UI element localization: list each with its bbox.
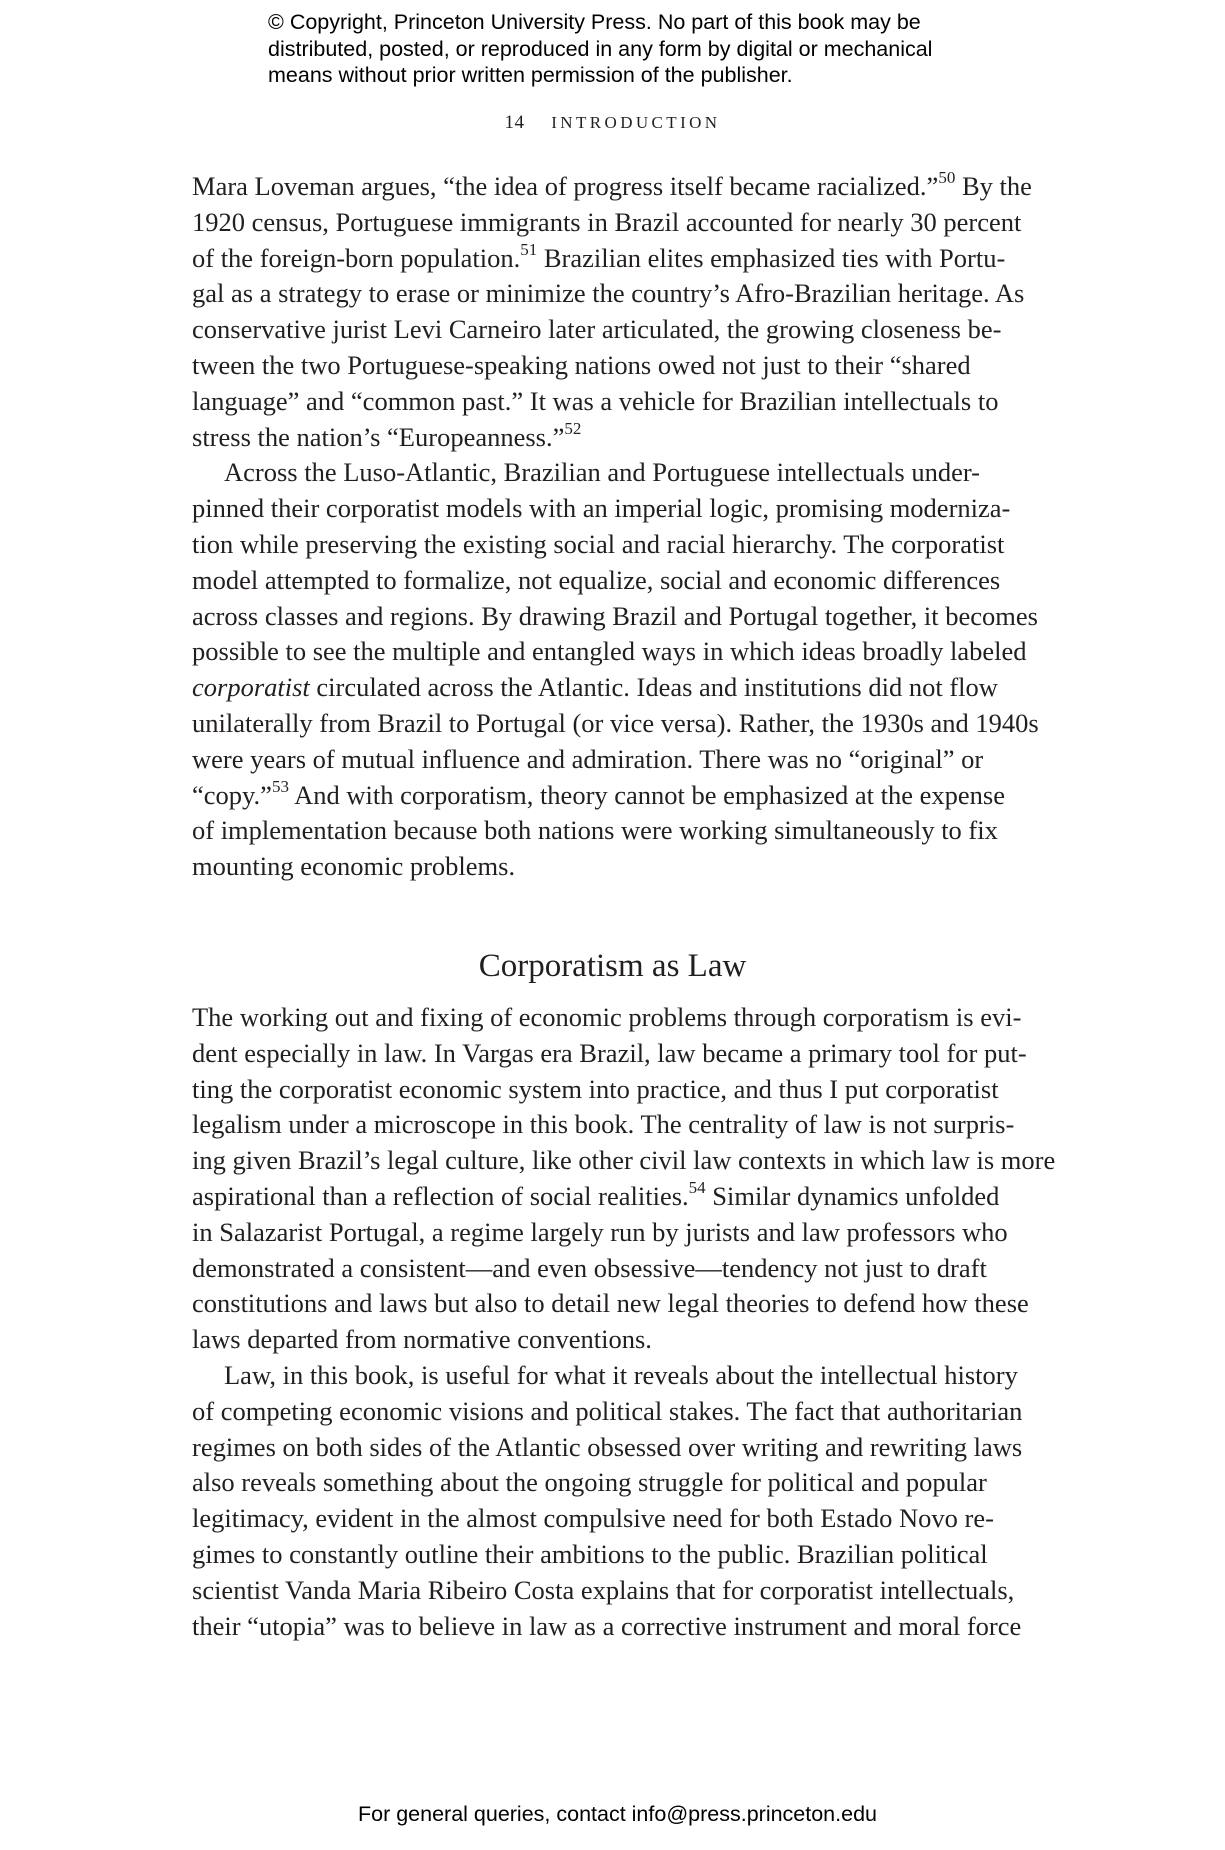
text-line xyxy=(192,706,1062,742)
line-text: possible to see the multiple and entangled ways in which ideas broadly labeled xyxy=(192,636,1027,667)
line-text: 1920 census, Portuguese immigrants in Brazil accounted for nearly 30 percent xyxy=(192,206,1022,237)
text-line xyxy=(192,1143,1062,1179)
text-line xyxy=(192,1286,1062,1322)
copyright-line: means without prior written permission of the publisher. xyxy=(268,63,793,87)
text-line xyxy=(192,813,1062,849)
running-head-section: INTRODUCTION xyxy=(551,113,721,132)
line-text: Similar dynamics unfolded xyxy=(705,1180,1000,1211)
text-line xyxy=(192,1430,1062,1466)
line-text: demonstrated a consistent—and even obsessive—tendency not just to draft xyxy=(192,1252,987,1283)
line-text: legalism under a microscope in this book. The centrality of law is not surpris- xyxy=(192,1109,1015,1140)
line-text: unilaterally from Brazil to Portugal (or vice versa). Rather, the 1930s and 1940s xyxy=(192,707,1039,738)
italic-term: corporatist xyxy=(192,672,310,703)
line-text: By the xyxy=(955,171,1032,201)
text-line xyxy=(192,599,1062,635)
copyright-notice xyxy=(268,9,988,89)
line-text: dent especially in law. In Vargas era Brazil, law became a primary tool for put- xyxy=(192,1037,1027,1068)
line-text: of competing economic visions and political stakes. The fact that authoritarian xyxy=(192,1395,1023,1426)
line-text: legitimacy, evident in the almost compulsive need for both Estado Novo re- xyxy=(192,1503,994,1534)
footnote-marker[interactable]: 52 xyxy=(564,418,582,438)
line-text: scientist Vanda Maria Ribeiro Costa explains that for corporatist intellectuals, xyxy=(192,1574,1015,1605)
line-text: Across the Luso-Atlantic, Brazilian and Portuguese intellectuals under- xyxy=(224,457,980,488)
text-line xyxy=(192,1036,1062,1072)
paragraph xyxy=(192,169,1062,455)
line-text: aspirational than a reflection of social realities. xyxy=(192,1180,689,1211)
line-text: laws departed from normative conventions. xyxy=(192,1324,652,1355)
line-text: circulated across the Atlantic. Ideas and institutions did not flow xyxy=(309,672,998,703)
text-line xyxy=(192,1465,1062,1501)
text-line xyxy=(192,312,1062,348)
text-line xyxy=(192,1215,1062,1251)
line-text: in Salazarist Portugal, a regime largely run by jurists and law professors who xyxy=(192,1216,1008,1247)
text-line xyxy=(192,455,1062,491)
line-text: model attempted to formalize, not equalize, social and economic differences xyxy=(192,564,1001,595)
line-text: pinned their corporatist models with an imperial logic, promising moderniza- xyxy=(192,493,1011,524)
footnote-marker[interactable]: 54 xyxy=(688,1178,706,1198)
footnote-marker[interactable]: 53 xyxy=(271,776,289,796)
text-line xyxy=(192,1609,1062,1645)
line-text: constitutions and laws but also to detail new legal theories to defend how these xyxy=(192,1288,1029,1319)
contact-footer: For general queries, contact info@press.princeton.edu xyxy=(357,1802,877,1826)
text-line xyxy=(192,1000,1062,1036)
line-text: tween the two Portuguese-speaking nations owed not just to their “shared xyxy=(192,349,971,380)
text-line xyxy=(192,348,1062,384)
page-number: 14 xyxy=(504,112,525,133)
line-text: The working out and fixing of economic problems through corporatism is evi- xyxy=(192,1002,1022,1032)
line-text: Mara Loveman argues, “the idea of progress itself became racialized.” xyxy=(192,171,939,201)
text-line xyxy=(192,527,1062,563)
body-text-bottom xyxy=(192,1000,1062,1644)
text-line xyxy=(192,563,1062,599)
text-line xyxy=(192,778,1062,814)
text-line xyxy=(192,670,1062,706)
line-text: regimes on both sides of the Atlantic obsessed over writing and rewriting laws xyxy=(192,1431,1023,1462)
line-text: across classes and regions. By drawing Brazil and Portugal together, it becomes xyxy=(192,600,1038,631)
line-text: gimes to constantly outline their ambitions to the public. Brazilian political xyxy=(192,1538,988,1569)
line-text: language” and “common past.” It was a vehicle for Brazilian intellectuals to xyxy=(192,385,999,416)
text-line xyxy=(192,634,1062,670)
body-text-top xyxy=(192,169,1062,885)
line-text: of implementation because both nations were working simultaneously to fix xyxy=(192,815,998,846)
line-text: their “utopia” was to believe in law as a corrective instrument and moral force xyxy=(192,1610,1022,1641)
text-line xyxy=(192,1107,1062,1143)
line-text: ing given Brazil’s legal culture, like other civil law contexts in which law is more xyxy=(192,1145,1056,1176)
copyright-line: distributed, posted, or reproduced in any form by digital or mechanical xyxy=(268,36,933,61)
line-text: Law, in this book, is useful for what it reveals about the intellectual history xyxy=(224,1359,1018,1390)
copyright-line: © Copyright, Princeton University Press. No part of this book may be xyxy=(268,10,921,34)
paragraph xyxy=(192,1358,1062,1644)
text-line xyxy=(192,491,1062,527)
text-line xyxy=(192,384,1062,420)
text-line xyxy=(192,1501,1062,1537)
text-line xyxy=(192,1072,1062,1108)
text-line xyxy=(192,276,1062,312)
running-head xyxy=(0,112,1225,134)
line-text: ting the corporatist economic system into practice, and thus I put corporatist xyxy=(192,1073,999,1104)
line-text: gal as a strategy to erase or minimize the country’s Afro-Brazilian heritage. As xyxy=(192,278,1025,309)
text-line xyxy=(192,849,1062,885)
section-heading: Corporatism as Law xyxy=(478,948,747,984)
line-text: also reveals something about the ongoing struggle for political and popular xyxy=(192,1467,987,1498)
paragraph xyxy=(192,455,1062,885)
line-text: And with corporatism, theory cannot be emphasized at the expense xyxy=(288,779,1005,810)
line-text: tion while preserving the existing social and racial hierarchy. The corporatist xyxy=(192,528,1005,559)
text-line xyxy=(192,1179,1062,1215)
text-line xyxy=(192,1322,1062,1358)
text-line xyxy=(192,1537,1062,1573)
text-line xyxy=(192,1573,1062,1609)
line-text: of the foreign-born population. xyxy=(192,242,521,273)
text-line xyxy=(192,1251,1062,1287)
paragraph xyxy=(192,1000,1062,1358)
text-line xyxy=(192,420,1062,456)
footnote-marker[interactable]: 50 xyxy=(938,168,956,188)
text-line xyxy=(192,241,1062,277)
line-text: conservative jurist Levi Carneiro later articulated, the growing closeness be- xyxy=(192,314,1002,345)
text-line xyxy=(192,1394,1062,1430)
line-text: stress the nation’s “Europeanness.” xyxy=(192,421,565,452)
text-line xyxy=(192,205,1062,241)
text-line xyxy=(192,169,1062,205)
line-text: mounting economic problems. xyxy=(192,851,516,882)
line-text: Brazilian elites emphasized ties with Portu- xyxy=(537,242,1006,273)
text-line xyxy=(192,1358,1062,1394)
text-line xyxy=(192,742,1062,778)
line-text: were years of mutual influence and admiration. There was no “original” or xyxy=(192,743,984,774)
footnote-marker[interactable]: 51 xyxy=(520,239,538,259)
line-text: “copy.” xyxy=(192,779,272,810)
